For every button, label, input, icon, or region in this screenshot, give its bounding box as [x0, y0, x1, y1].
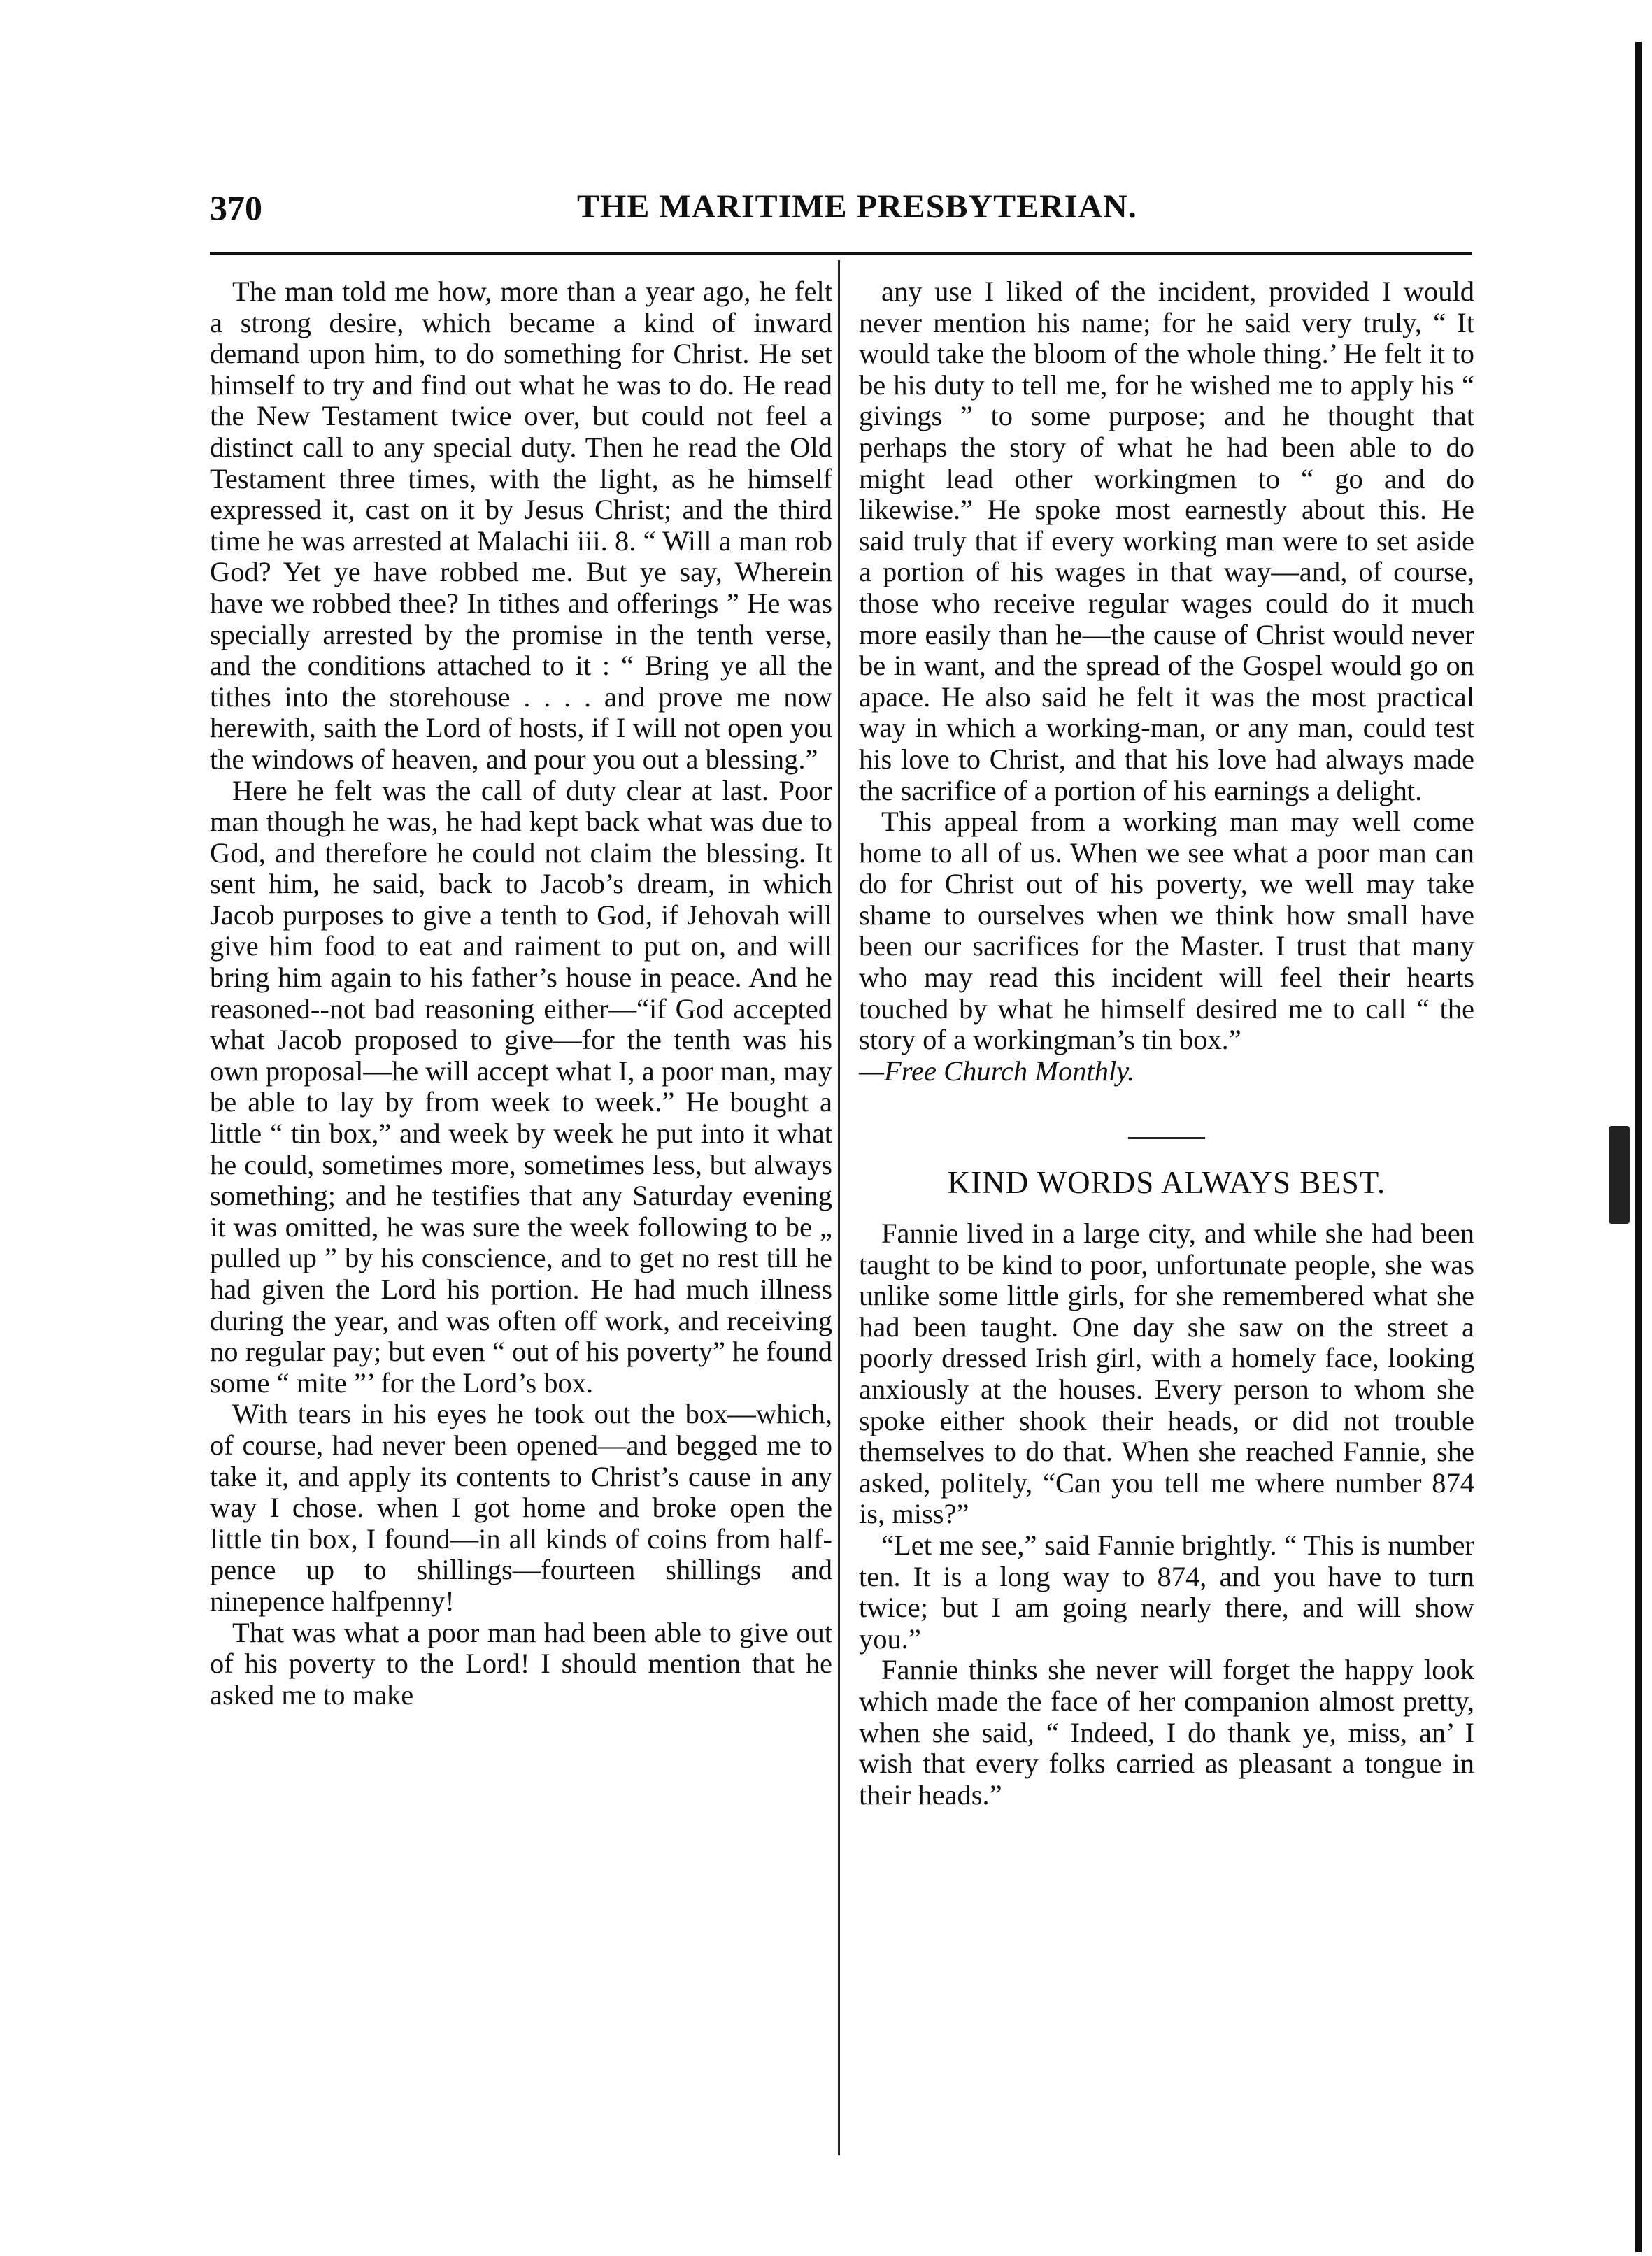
- paragraph: Fannie lived in a large city, and while she had been taught to be kind to poor, unfortunate people, she was unlike some little girls, for she remembered what she had been taught. One day she saw on the street a poorly dressed Irish girl, with a homely face, looking anxiously at the houses. Every person to whom she spoke either shook their heads, or did not trouble themselves to do that. When she reached Fannie, she asked, politely, “Can you tell me where number 874 is, miss?”: [859, 1218, 1474, 1530]
- right-column: [859, 276, 1474, 1811]
- paragraph: With tears in his eyes he took out the box—which, of course, had never been opened—and begged me to take it, and apply its contents to Christ’s cause in any way I chose. when I got home and broke open the little tin box, I found—in all kinds of coins from half-pence up to shillings—fourteen shillings and ninepence halfpenny!: [210, 1398, 832, 1617]
- paragraph: Here he felt was the call of duty clear at last. Poor man though he was, he had kept back what was due to God, and therefore he could not claim the blessing. It sent him, he said, back to Jacob’s dream, in which Jacob purposes to give a tenth to God, if Jehovah will give him food to eat and raiment to put on, and will bring him again to his father’s house in peace. And he reasoned--not bad reasoning either—“if God accepted what Jacob proposed to give—for the tenth was his own proposal—he will accept what I, a poor man, may be able to lay by from week to week.” He bought a little “ tin box,” and week by week he put into it what he could, sometimes more, sometimes less, but always something; and he testifies that any Saturday evening it was omitted, he was sure the week following to be „ pulled up ” by his conscience, and to get no rest till he had given the Lord his portion. He had much illness during the year, and was often off work, and receiving no regular pay; but even “ out of his poverty” he found some “ mite ”’ for the Lord’s box.: [210, 774, 832, 1399]
- running-head: [210, 187, 1476, 236]
- column-divider: [838, 260, 840, 2155]
- section-divider: [1128, 1137, 1205, 1139]
- journal-title: THE MARITIME PRESBYTERIAN.: [577, 188, 1137, 225]
- paragraph: That was what a poor man had been able to give out of his poverty to the Lord! I should mention that he asked me to make: [210, 1616, 832, 1711]
- page-edge-rule: [1635, 42, 1642, 2252]
- paragraph: any use I liked of the incident, provided I would never mention his name; for he said very truly, “ It would take the bloom of the whole thing.’ He felt it to be his duty to tell me, for he wished me to apply his “ givings ” to some purpose; and he thought that perhaps the story of what he had been able to do might lead other workingmen to “ go and do likewise.” He spoke most earnestly about this. He said truly that if every working man were to set aside a portion of his wages in that way—and, of course, those who receive regular wages could do it much more easily than he—the cause of Christ would never be in want, and the spread of the Gospel would go on apace. He also said he felt it was the most practical way in which a working-man, or any man, could test his love to Christ, and that his love had always made the sacrifice of a portion of his earnings a delight.: [859, 276, 1474, 806]
- left-column: [210, 276, 832, 1711]
- page-edge-mark: [1609, 1126, 1630, 1224]
- paragraph: Fannie thinks she never will forget the happy look which made the face of her companion almost pretty, when she said, “ Indeed, I do thank ye, miss, an’ I wish that every folks carried as pleasant a tongue in their heads.”: [859, 1654, 1474, 1811]
- paragraph: This appeal from a working man may well come home to all of us. When we see what a poor man can do for Christ out of his poverty, we well may take shame to ourselves when we think how small have been our sacrifices for the Master. I trust that many who may read this incident will feel their hearts touched by what he himself desired me to call “ the story of a workingman’s tin box.”: [859, 806, 1474, 1056]
- page-number: 370: [210, 188, 262, 227]
- paragraph: “Let me see,” said Fannie brightly. “ This is number ten. It is a long way to 874, and you have to turn twice; but I am going nearly there, and will show you.”: [859, 1529, 1474, 1655]
- paragraph: The man told me how, more than a year ago, he felt a strong desire, which became a kind of inward demand upon him, to do something for Christ. He set himself to try and find out what he was to do. He read the New Testament twice over, but could not feel a distinct call to any special duty. Then he read the Old Testament three times, with the light, as he himself expressed it, cast on it by Jesus Christ; and the third time he was arrested at Malachi iii. 8. “ Will a man rob God? Yet ye have robbed me. But ye say, Wherein have we robbed thee? In tithes and offerings ” He was specially arrested by the promise in the tenth verse, and the conditions attached to it : “ Bring ye all the tithes into the storehouse . . . . and prove me now herewith, saith the Lord of hosts, if I will not open you the windows of heaven, and pour you out a blessing.”: [210, 276, 832, 775]
- attribution-line: [859, 1056, 1474, 1087]
- section-title: KIND WORDS ALWAYS BEST.: [947, 1165, 1386, 1201]
- source-attribution: —Free Church Monthly.: [859, 1055, 1135, 1087]
- header-rule: [210, 252, 1472, 255]
